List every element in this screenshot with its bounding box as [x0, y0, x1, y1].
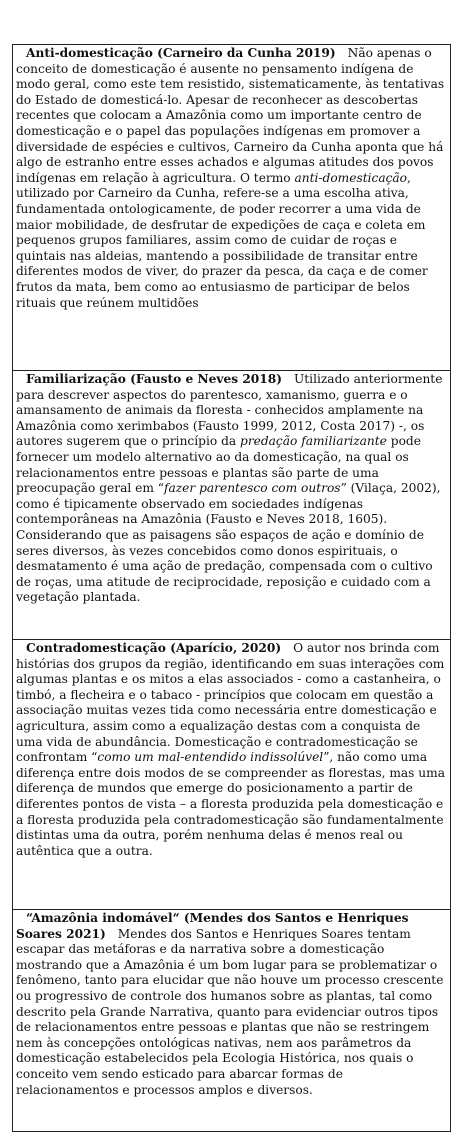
entry-text: ”, não como uma diferença entre dois modos de se compreender as florestas, mas uma diferença de mundos que emerge do posicionamento a partir de diferentes pontos de vista – a floresta produzida pela domesticação e a floresta produzida pela contradomesticação são fundamentalmente distintas uma da outra, porém nenhuma delas é menos real ou autêntica que a outra.	[16, 750, 445, 858]
entry-term: anti-domesticação	[294, 170, 408, 185]
entry-text: Utilizado anteriormente para descrever aspectos do parentesco, xamanismo, guerra e o amansamento de animais da floresta - conhecidos amplamente na Amazônia como xerimbabos (Fausto 1999, 2012, Costa 2017) -, os autores sugerem que o princípio da	[16, 372, 443, 449]
entry-title: Anti-domesticação (Carneiro da Cunha 2019)	[26, 46, 336, 60]
concepts-table	[12, 44, 451, 1132]
entry-text: , utilizado por Carneiro da Cunha, refere-se a uma escolha ativa, fundamentada ontologicamente, de poder recorrer a uma vida de maior mobilidade, de desfrutar de expedições de caça e coleta em pequenos grupos familiares, assim como de cuidar de roças e quintais nas aldeias, mantendo a possibilidade de transitar entre diferentes modos de viver, do prazer da pesca, da caça e de comer frutos da mata, bem como ao entusiasmo de participar de belos rituais que reúnem multidões	[16, 170, 428, 310]
table-cell	[13, 371, 451, 640]
table-cell	[13, 910, 451, 1132]
entry-text: ” (Vilaça, 2002), como é tipicamente observado em sociedades indígenas contemporâneas na Amazônia (Fausto e Neves 2018, 1605). Considerando que as paisagens são espaços de ação e domínio de seres diversos, às vezes concebidos como donos espirituais, o desmatamento é uma ação de predação, compensada com o cultivo de roças, uma atitude de reciprocidade, reposição e cuidado com a vegetação plantada.	[16, 481, 441, 605]
table-row	[13, 910, 451, 1132]
entry-title: “Amazônia indomável“ (Mendes dos Santos e Henriques Soares 2021)	[16, 911, 409, 941]
table-cell	[13, 45, 451, 371]
entry-text: pode fornecer um modelo alternativo ao da domesticação, na qual os relacionamentos entre pessoas e plantas são parte de uma preocupação geral em “	[16, 434, 421, 496]
entry-text: Mendes dos Santos e Henriques Soares tentam escapar das metáforas e da narrativa sobre a domesticação mostrando que a Amazônia é um bom lugar para se problematizar o fenômeno, tanto para elucidar que não houve um processo crescente ou progressivo de controle dos humanos sobre as plantas, tal como descrito pela Grande Narrativa, quanto para evidenciar outros tipos de relacionamentos entre pessoas e plantas que não se restringem nem às concepções ontológicas nativas, nem aos parâmetros da domesticação estabelecidos pela Ecologia Histórica, nos quais o conceito vem sendo esticado para abarcar formas de relacionamentos e processos amplos e diversos.	[16, 926, 444, 1097]
entry-title: Contradomesticação (Aparício, 2020)	[26, 641, 282, 655]
entry-text: Não apenas o conceito de domesticação é ausente no pensamento indígena de modo geral, como este tem resistido, sistematicamente, às tentativas do Estado de domesticá-lo. Apesar de reconhecer as descobertas recentes que colocam a Amazônia como um importante centro de domesticação e o papel das populações indígenas em promover a diversidade de espécies e cultivos, Carneiro da Cunha aponta que há algo de estranho entre esses achados e algumas atitudes dos povos indígenas em relação à agricultura. O termo	[16, 46, 445, 185]
entry-term: predação familiarizante	[240, 434, 387, 449]
entry-quote: como um mal-entendido indissolúvel	[97, 750, 324, 765]
entry-quote: fazer parentesco com outros	[163, 481, 341, 496]
entry-title: Familiarização (Fausto e Neves 2018)	[26, 372, 283, 386]
table-row	[13, 640, 451, 910]
entry-text: O autor nos brinda com histórias dos grupos da região, identificando em suas interações com algumas plantas e os mitos a elas associados - como a castanheira, o timbó, a flecheira e o tabaco - princípios que colocam em questão a associação muitas vezes tida como necessária entre domesticação e agricultura, assim como a equalização destas com a conquista de uma vida de abundância. Domesticação e contradomesticação se confrontam “	[16, 641, 445, 765]
table-row	[13, 45, 451, 371]
table-cell	[13, 640, 451, 910]
table-row	[13, 371, 451, 640]
